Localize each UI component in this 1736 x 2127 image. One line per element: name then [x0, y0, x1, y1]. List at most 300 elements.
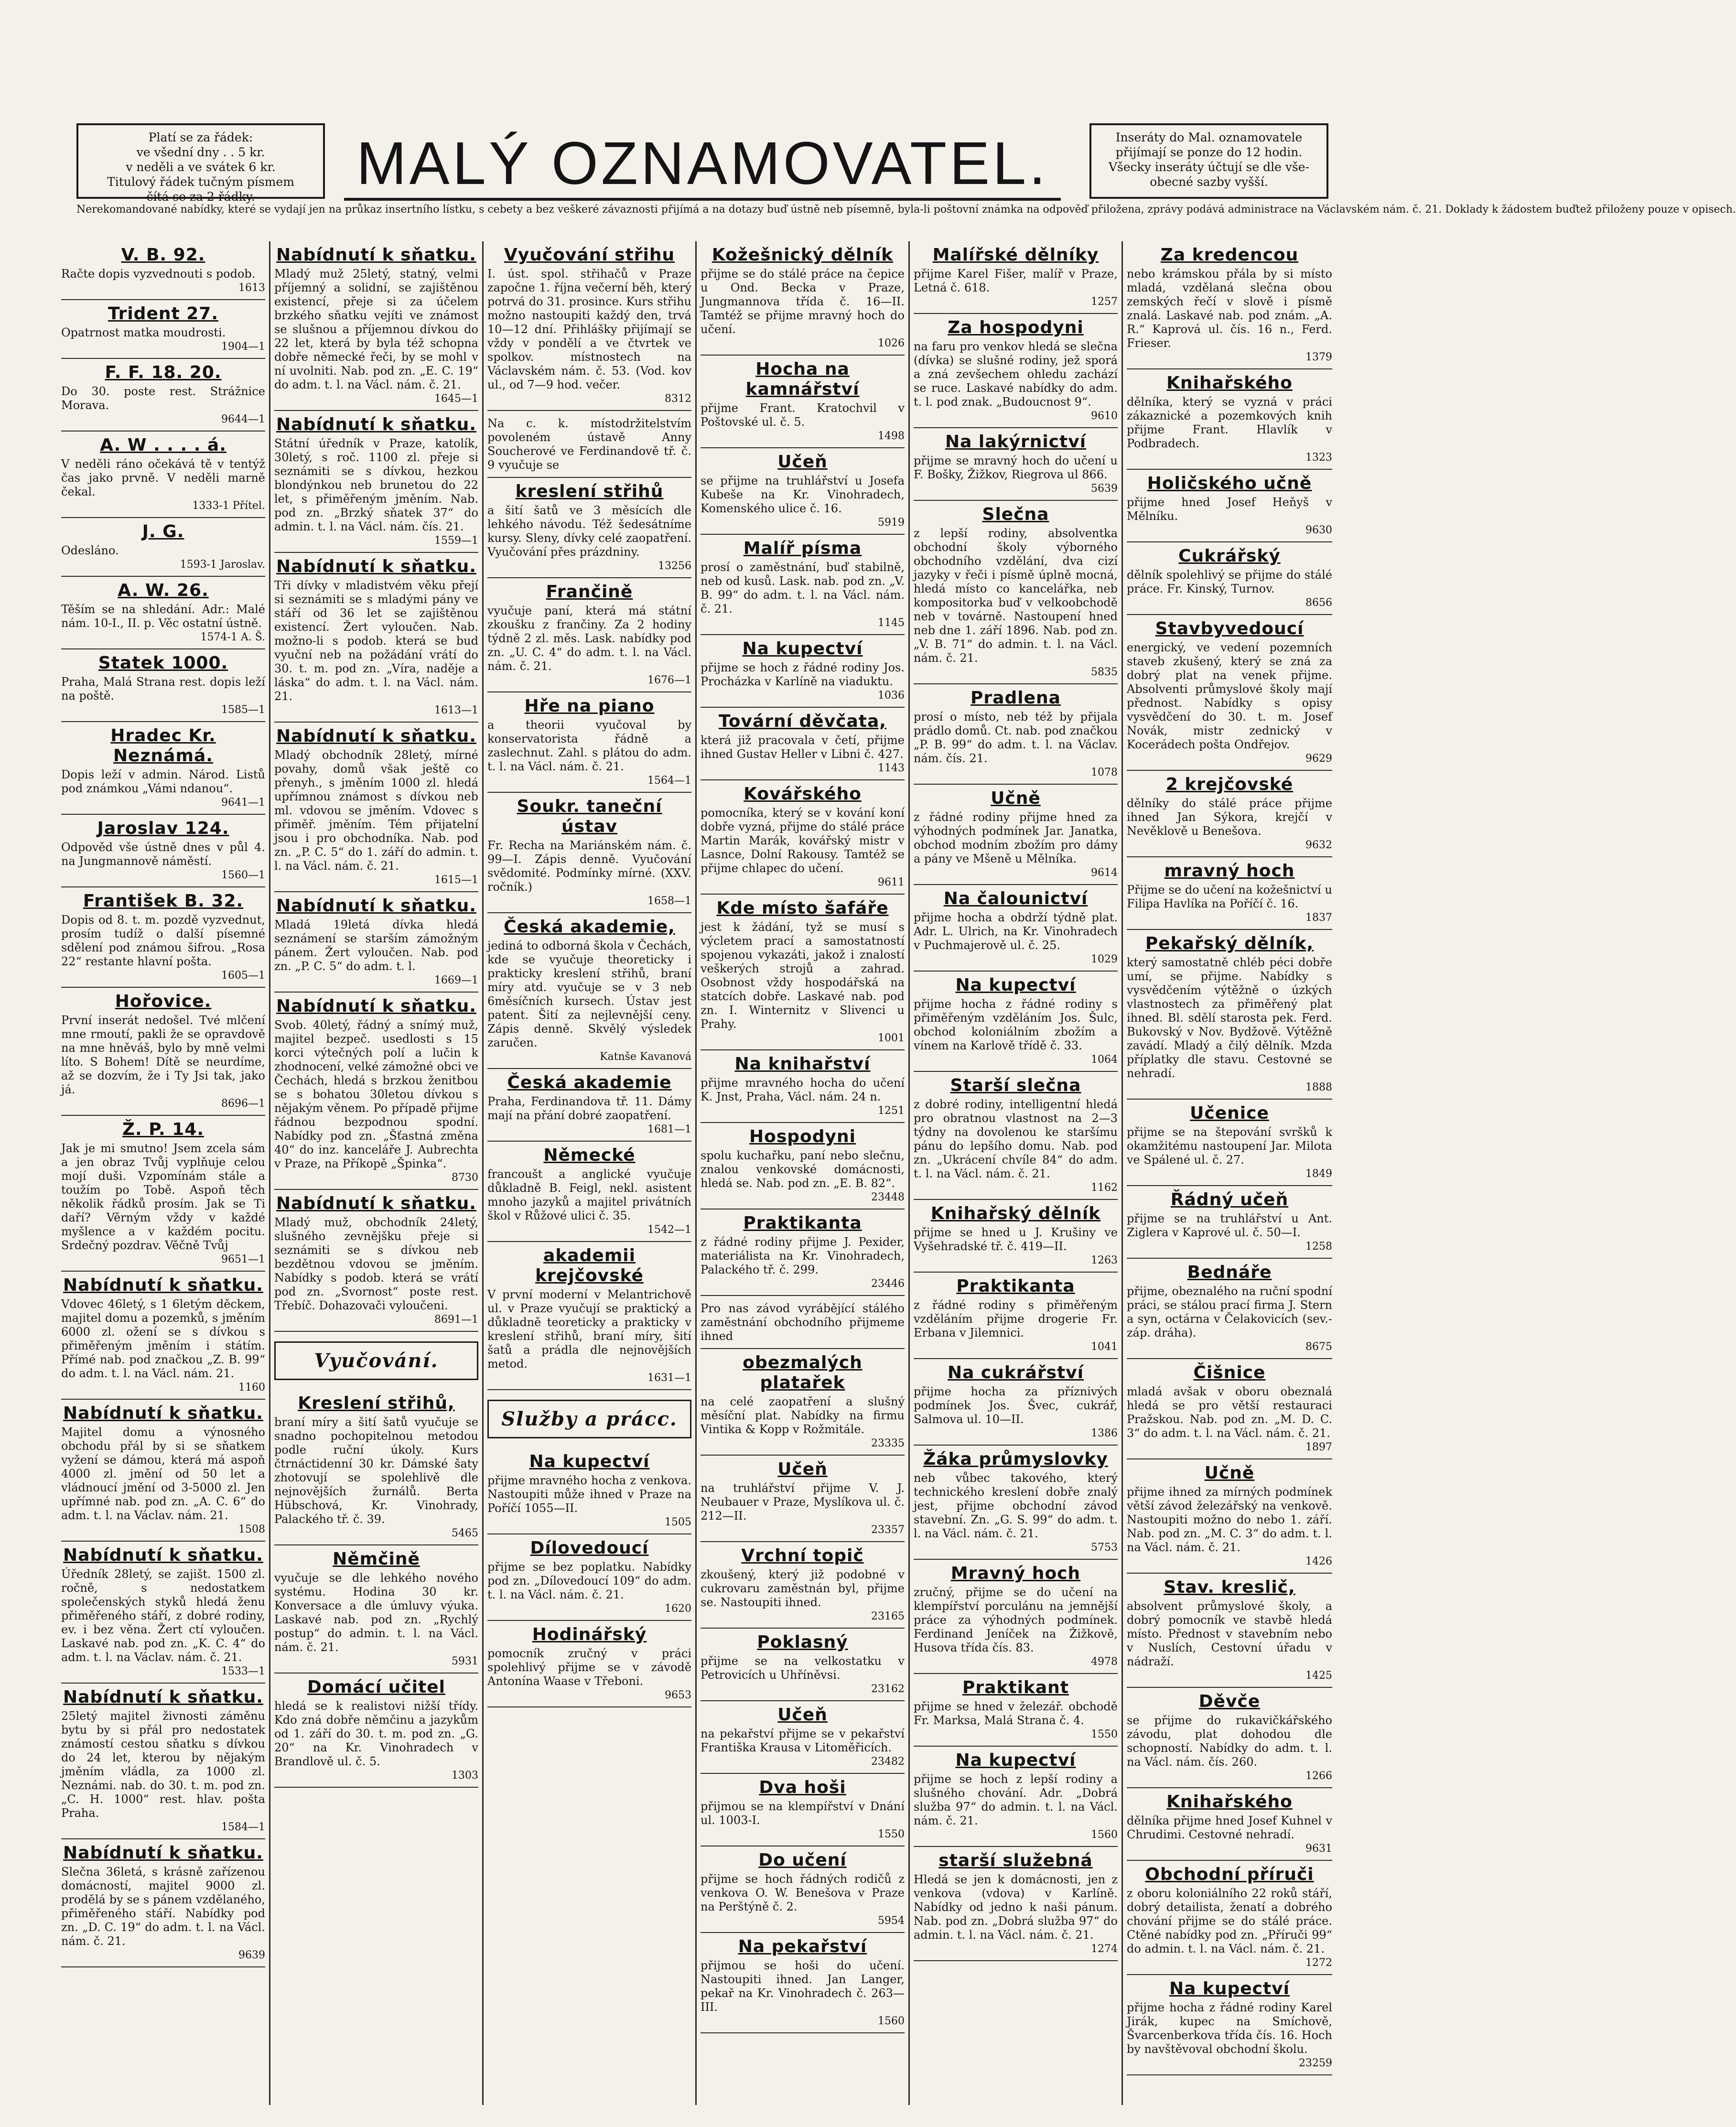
- ad-heading: Cukrářský: [1178, 546, 1281, 566]
- ad-text: z řádné rodiny přijme hned za výhodných podmínek Jar. Janatka, obchod modním zbožím pro dámy a pány ve Mšeně u Mělníka.: [914, 810, 1118, 865]
- classified-ad: [487, 913, 691, 1069]
- ad-code: 1631—1: [647, 1372, 691, 1384]
- section-heading: Služby a prácc.: [487, 1400, 691, 1438]
- ad-heading: Praktikant: [962, 1678, 1069, 1697]
- ad-columns: [57, 241, 1338, 2105]
- classified-ad: [701, 708, 905, 780]
- classified-ad: [487, 1621, 691, 1707]
- ad-text: dělníka přijme hned Josef Kuhnel v Chrudimi. Cestovné nehradí.: [1127, 1814, 1332, 1841]
- ad-code: 9651—1: [221, 1253, 265, 1265]
- ad-text: jest k žádání, tyž se musí s výcletem prací a samostatností spojenou vykazáti, jakož i znalostí veškerých strojů a zahrad. Osobnost vždy hospodářská na statcích dobře. Laskavé nab. pod zn. I. Winternitz v Slivenci u Prahy.: [701, 920, 905, 1031]
- ad-text: neb vůbec takového, který technického kreslení dobře znalý jest, přijme obchodní závod stavební. Zn. „G. S. 99“ do adm. t. l. na Václ. nám. č. 21.: [914, 1471, 1118, 1540]
- ad-code: 9644—1: [221, 413, 265, 425]
- ad-text: Vdovec 46letý, s 1 6letým děckem, majitel domu a pozemků, s jměním 6000 zl. ožení se s dívkou s přiměřeným jměním i státím. Přímé nab. pod značkou „Z. B. 99“ do adm. t. l. na Václ. nám. 21.: [61, 1297, 265, 1380]
- classified-ad: [914, 1847, 1118, 1961]
- classified-ad: [487, 411, 691, 478]
- ad-code: 23259: [1299, 2057, 1332, 2069]
- ad-text: spolu kuchařku, paní nebo slečnu, znalou venkovské domácnosti, hledá se. Nab. pod zn. „E. B. 82“.: [701, 1149, 905, 1190]
- classified-ad: [487, 793, 691, 913]
- classified-ad: [914, 785, 1118, 885]
- classified-ad: [701, 1296, 905, 1349]
- classifieds-header: [76, 123, 1328, 204]
- ad-heading: Za hospodyni: [948, 318, 1084, 337]
- rate-line: Titulový řádek tučným písmem: [107, 175, 294, 189]
- ad-text: Těším se na shledání. Adr.: Malé nám. 10-I., II. p. Věc ostatní ústně.: [61, 603, 265, 630]
- ad-code: 1669—1: [434, 974, 478, 986]
- ad-heading: Stavbyvedoucí: [1155, 619, 1304, 638]
- classified-ad: [487, 1242, 691, 1390]
- ad-text: Hledá se jen k domácnosti, jen z venkova (vdova) v Karlíně. Nabídky od jedno k naši pánum. Nab. pod zn. „Dobrá služba 97“ do admin. t. l. na Václ. nám. č. 21.: [914, 1873, 1118, 1942]
- classified-ad: [274, 892, 478, 993]
- ad-code: 1615—1: [434, 874, 478, 886]
- ad-text: dělníky do stálé práce přijme ihned Jan Sýkora, krejčí v Nevěklově u Benešova.: [1127, 797, 1332, 838]
- ad-code: 8691—1: [434, 1314, 478, 1326]
- classified-ad: [487, 692, 691, 793]
- ad-column: [484, 241, 697, 2105]
- ad-code: 1560: [1091, 1829, 1118, 1841]
- ad-heading: Hradec Kr. Neznámá.: [110, 726, 216, 766]
- ad-heading: Na pekařství: [738, 1937, 867, 1956]
- classified-ad: [487, 478, 691, 578]
- ad-code: 1560: [878, 2015, 905, 2027]
- classified-ad: [914, 1072, 1118, 1200]
- ad-heading: Do učení: [758, 1850, 847, 1870]
- ad-heading: akademii krejčovské: [535, 1246, 644, 1285]
- ad-heading: Malíř písma: [743, 539, 862, 558]
- ad-code: 1605—1: [221, 970, 265, 982]
- classified-ad: [1127, 930, 1332, 1100]
- ad-heading: Obchodní příruči: [1145, 1865, 1314, 1884]
- ad-text: prosí o místo, neb též by přijala prádlo domů. Ct. nab. pod značkou „P. B. 99“ do adm. t. l. na Václav. nám. čís. 21.: [914, 710, 1118, 765]
- ad-code: 1386: [1091, 1427, 1118, 1439]
- ad-text: přijme se hoch řádných rodičů z venkova O. W. Benešova v Praze na Perštýně č. 2.: [701, 1872, 905, 1913]
- ad-heading: Slečna: [982, 505, 1049, 524]
- classified-ad: [701, 635, 905, 708]
- ad-text: Praha, Ferdinandova tř. 11. Dámy mají na přání dobré zaopatření.: [487, 1095, 691, 1122]
- ad-code: 23446: [871, 1278, 905, 1290]
- classified-ad: [487, 1448, 691, 1534]
- ad-code: 1041: [1091, 1341, 1118, 1353]
- classified-ad: [1127, 1574, 1332, 1688]
- ad-code: 1585—1: [221, 704, 265, 716]
- ad-heading: Hocha na kamnářství: [745, 359, 860, 399]
- ad-code: 9639: [238, 1949, 265, 1961]
- submission-rules: Nerekomandované nabídky, které se vydají jen na průkaz insertního lístku, s cebety a bez veškeré závaznosti přijímá a na dotazy buď ústně neb písemně, byla-li poštovní známka na odpověď přiložena, zprávy podává administrace na Václavském nám. č. 21. Doklady k žádostem buďtež přiloženy pouze v opisech.: [76, 204, 1736, 216]
- ad-heading: Ž. P. 14.: [122, 1120, 205, 1139]
- ad-heading: Malířské dělníky: [932, 245, 1099, 265]
- classified-ad: [914, 1359, 1118, 1446]
- ad-code: 4978: [1091, 1656, 1118, 1668]
- ad-heading: Kovářského: [744, 784, 862, 804]
- classified-ad: [914, 501, 1118, 684]
- ad-heading: Nabídnutí k sňatku.: [63, 1404, 263, 1423]
- ad-text: z řádné rodiny přijme J. Pexider, materiálista na Kr. Vinohradech, Palackého tř. č. 299.: [701, 1235, 905, 1276]
- ad-text: 25letý majitel živnosti záměnu bytu by si přál pro nedostatek známostí cestou sňatku s dívkou do 24 let, kterou by nějakým jměním vládla, za 1000 zl. Neznámi. nab. do 30. t. m. pod zn. „C. H. 1000“ rest. hlav. pošta Praha.: [61, 1709, 265, 1820]
- ad-text: který samostatně chléb péci dobře umí, se přijme. Nabídky s vysvědčením výtěžně o úzkých vlastnostech za přiměřený plat ihned. Bl. sdělí starosta pek. Ferd. Bukovský v Nov. Bydžově. Výtěžně zavádí. Mladý a čilý dělník. Mzda příplatky dle stavu. Cestovné se nehradí.: [1127, 956, 1332, 1080]
- ad-heading: Hodinářský: [532, 1625, 647, 1644]
- ad-heading: Učeň: [777, 452, 828, 472]
- classified-ad: [914, 684, 1118, 785]
- ad-text: přijme se na štepování svršků k okamžitému nastoupení Jar. Milota ve Spálené ul. č. 27.: [1127, 1125, 1332, 1166]
- ad-heading: Vrchní topič: [741, 1546, 864, 1566]
- classified-ad: [1127, 542, 1332, 615]
- section-heading: Vyučování.: [274, 1341, 478, 1380]
- classified-ad: [61, 1116, 265, 1272]
- ad-text: přijme se na velkostatku v Petrovicích u Uhříněvsi.: [701, 1654, 905, 1682]
- ad-text: Dopis leží v admin. Národ. Listů pod známkou „Vámi ndanou“.: [61, 768, 265, 795]
- ad-text: francoušt a anglické vyučuje důkladně B. Feigl, nekl. asistent mnoho jazyků a majitel privátních škol v Růžové ulici č. 35.: [487, 1167, 691, 1222]
- ad-heading: Kožešnický dělník: [712, 245, 894, 265]
- ad-text: přijme se bez poplatku. Nabídky pod zn. „Dílovedoucí 109“ do adm. t. l. na Václ. nám. č. 21.: [487, 1560, 691, 1601]
- classified-ad: [61, 1400, 265, 1542]
- classified-ad: [274, 723, 478, 892]
- classified-ad: [701, 356, 905, 448]
- ad-text: Na c. k. místodržitelstvím povoleném ústavě Anny Soucherové ve Ferdinandově tř. č. 9 vyučuje se: [487, 417, 691, 472]
- ad-code: 1542—1: [647, 1224, 691, 1236]
- ad-text: přijme hocha a obdrží týdně plat. Adr. L. Ulrich, na Kr. Vinohradech v Puchmajerově ul. č. 25.: [914, 911, 1118, 952]
- classified-ad: [914, 1446, 1118, 1560]
- ad-heading: A. W. 26.: [118, 581, 209, 600]
- rate-line: Platí se za řádek:: [148, 130, 253, 144]
- ad-code: 5931: [452, 1655, 478, 1667]
- ad-text: energický, ve vedení pozemních staveb zkušený, který se zná za dobrý plat na venek přijme. Absolventi průmyslové školy mají přednost. Nabídky s opisy vysvědčení do 30. t. m. Josef Novák, mistr zednický v Kocerádech pošta Ondřejov.: [1127, 641, 1332, 751]
- ad-code: 1274: [1091, 1943, 1118, 1955]
- classified-ad: [701, 780, 905, 895]
- ad-heading: Nabídnutí k sňatku.: [63, 1545, 263, 1565]
- ad-text: přijme Karel Fišer, malíř v Praze, Letná č. 618.: [914, 267, 1118, 294]
- ad-text: Svob. 40letý, řádný a snímý muž, majitel bezpeč. usedlosti s 15 korci výtečných polí a lučin k zhodnocení, velké zámožné obci ve Čechách, hledá s brzkou ženitbou se s bohatou 30letou dívkou s nějakým věnem. Po případě přijme řádnou bezpodnou spodní. Nabídky pod zn. „Šťastná změna 40“ do inz. kanceláře J. Aubrechta v Praze, na Příkopě „Špinka“.: [274, 1018, 478, 1170]
- ad-code: 9653: [665, 1689, 691, 1701]
- ad-heading: Nabídnutí k sňatku.: [276, 1194, 476, 1213]
- ad-code: 1681—1: [647, 1123, 691, 1135]
- ad-heading: Učně: [1204, 1463, 1255, 1483]
- ad-heading: kreslení střihů: [515, 482, 664, 501]
- ad-text: zručný, přijme se do učení na klempířství porculánu na jemnější práce za výhodných podmínek. Ferdinand Jeníček na Žižkově, Husova třída čís. 83.: [914, 1586, 1118, 1654]
- ad-code: 9610: [1091, 410, 1118, 422]
- classified-ad: [1127, 1975, 1332, 2075]
- classified-ad: [914, 1560, 1118, 1674]
- ad-text: přijme hned Josef Heňyš v Mělníku.: [1127, 496, 1332, 523]
- ad-text: přijme se hoch z lepší rodiny a slušného chování. Adr. „Dobrá služba 97“ do admin. t. l. na Václ. nám. č. 21.: [914, 1772, 1118, 1827]
- ad-text: První inserát nedošel. Tvé mlčení mne rmoutí, pakli že se opravdově na mne hněváš, bylo by mně velmi líto. S Bohem! Dítě se neurdíme, až se dozvím, že i Ty Jsi tak, jako já.: [61, 1014, 265, 1096]
- ad-code: 8696—1: [221, 1098, 265, 1110]
- rate-box: [76, 123, 325, 204]
- classified-ad: [1127, 1186, 1332, 1259]
- ad-heading: Nabídnutí k sňatku.: [63, 1275, 263, 1295]
- ad-heading: František B. 32.: [83, 891, 244, 911]
- ad-code: 1426: [1305, 1555, 1332, 1567]
- ad-code: 1425: [1305, 1670, 1332, 1682]
- ad-column: [1123, 241, 1336, 2105]
- classified-ad: [914, 885, 1118, 972]
- ad-code: 5753: [1091, 1542, 1118, 1554]
- notice-line: přijímají se ponze do 12 hodin.: [1115, 145, 1303, 159]
- ad-code: 23165: [871, 1610, 905, 1622]
- ad-code: 1333-1 Přítel.: [192, 500, 265, 512]
- classified-ad: [61, 649, 265, 722]
- classified-ad: [1127, 1459, 1332, 1574]
- ad-heading: starší služebná: [938, 1851, 1093, 1870]
- ad-heading: Praktikanta: [743, 1213, 862, 1233]
- classified-ad: [487, 1069, 691, 1142]
- classified-ad: [701, 1846, 905, 1933]
- classified-ad: [61, 722, 265, 815]
- ad-heading: Pradlena: [970, 688, 1061, 708]
- ad-code: 1505: [665, 1516, 691, 1528]
- classified-ad: [914, 241, 1118, 314]
- ad-text: Mladá 19letá dívka hledá seznámení se starším zámožným pánem. Žert vyloučen. Nab. pod zn. „P. C. 5“ do adm. t. l.: [274, 918, 478, 973]
- classified-ad: [701, 535, 905, 635]
- ad-code: 23162: [871, 1683, 905, 1695]
- ad-text: přijme ihned za mírných podmínek větší závod železářský na venkově. Nastoupiti možno do nebo 1. září. Nab. pod zn. „M. C. 3“ do adm. t. l. na Václ. nám. č. 21.: [1127, 1485, 1332, 1554]
- ad-code: 1026: [878, 337, 905, 349]
- page-edge-marks: [1439, 0, 1458, 335]
- ad-code: 1560—1: [221, 869, 265, 881]
- ad-text: přijmou se hoši do učení. Nastoupiti ihned. Jan Langer, pekař na Kr. Vinohradech č. 263—III.: [701, 1959, 905, 2014]
- ad-text: Jak je mi smutno! Jsem zcela sám a jen obraz Tvůj vyplňuje celou mojí duši. Vzpomínám stále a toužím po Tobě. Aspoň těch několik řádků prosím. Jak se Ti daří? Věrným vždy v každé myšlence a v každém pocitu. Srdečný pozdrav. Věčně Tvůj: [61, 1142, 265, 1252]
- ad-heading: Učně: [991, 788, 1041, 808]
- classified-ad: [701, 1701, 905, 1774]
- ad-text: vyučuje se dle lehkého nového systému. Hodina 30 kr. Konversace a dle úmluvy výuka. Laskavé nab. pod zn. „Rychlý postup“ do admin. t. l. na Václ. nám. č. 21.: [274, 1571, 478, 1654]
- ad-heading: Hospodyni: [749, 1127, 856, 1146]
- ad-text: Úředník 28letý, se zajišt. 1500 zl. ročně, s nedostatkem společenských styků hledá ženu přiměřeného stáří, z dobré rodiny, ev. i bez věna. Žert ctí vyloučen. Laskavé nab. pod zn. „K. C. 4“ do adm. t. l. na Václav. nám. č. 21.: [61, 1567, 265, 1664]
- ad-heading: Čišnice: [1193, 1363, 1266, 1382]
- ad-heading: Holičského učně: [1147, 474, 1312, 493]
- classified-ad: [61, 518, 265, 577]
- ad-heading: mravný hoch: [1164, 861, 1295, 881]
- ad-code: 1036: [878, 690, 905, 702]
- ad-code: 5954: [878, 1915, 905, 1927]
- ad-code: 9631: [1305, 1843, 1332, 1855]
- ad-heading: Jaroslav 124.: [97, 819, 229, 838]
- ad-code: 5835: [1091, 666, 1118, 678]
- ad-heading: Děvče: [1198, 1692, 1261, 1711]
- ad-text: dělník spolehlivý se přijme do stálé práce. Fr. Kinský, Turnov.: [1127, 568, 1332, 595]
- ad-text: na celé zaopatření a slušný měsíční plat. Nabídky na firmu Vintika & Kopp v Rožmitále.: [701, 1395, 905, 1436]
- ad-code: 1064: [1091, 1054, 1118, 1066]
- ad-code: 1897: [1305, 1441, 1332, 1453]
- classified-ad: [1127, 241, 1332, 369]
- ad-code: 1584—1: [221, 1821, 265, 1833]
- ad-code: 5465: [452, 1527, 478, 1539]
- ad-code: 1078: [1091, 767, 1118, 778]
- classified-ad: [914, 1200, 1118, 1273]
- ad-code: 1266: [1305, 1770, 1332, 1782]
- ad-heading: Němčině: [333, 1549, 420, 1569]
- ad-heading: Na cukrářství: [947, 1363, 1084, 1382]
- ad-text: Mladý obchodník 28letý, mírné povahy, domů však ještě co přenyh., s jměním 1000 zl. hledá upřímnou známost s dívkou neb ml. vdovou se jměním. Vdovec s přiměř. jměním. Tém přijatelní jsou i pro obchodníka. Nab. pod zn. „P. C. 5“ do 1. září do admin. t. l. na Václ. nám. č. 21.: [274, 748, 478, 873]
- ad-text: prosí o zaměstnání, buď stabilně, neb od kusů. Lask. nab. pod zn. „V. B. 99“ do adm. t. l. na Václ. nám. č. 21.: [701, 561, 905, 615]
- ad-heading: F. F. 18. 20.: [105, 363, 222, 382]
- classified-ad: [274, 553, 478, 723]
- classified-ad: [61, 300, 265, 359]
- classified-ad: [61, 577, 265, 649]
- classified-ad: [61, 988, 265, 1116]
- rate-line: ve všední dny . . 5 kr.: [136, 145, 265, 159]
- ad-code: 1533—1: [221, 1665, 265, 1677]
- classified-ad: [274, 1390, 478, 1545]
- ad-heading: Na kupectví: [529, 1452, 650, 1471]
- classified-ad: [1127, 369, 1332, 470]
- ad-text: Tři dívky v mladistvém věku přejí si seznámiti se s mladými pány ve stáří od 36 let se zajištěnou existencí. Žert vyloučen. Nab. možno-li s podob. která se bud vyuční neb na požádání vrátí do 30. t. m. pod zn. „Víra, naděje a láska“ do adm. t. l. na Václ. nám. 21.: [274, 579, 478, 703]
- ad-text: přijme se do stálé práce na čepice u Ond. Becka v Praze, Jungmannova třída č. 16—II. Tamtéž se přijme mravný hoch do učení.: [701, 267, 905, 336]
- ad-heading: Soukr. taneční ústav: [517, 797, 662, 836]
- ad-code: 8675: [1305, 1341, 1332, 1353]
- classified-ad: [61, 1542, 265, 1684]
- ad-text: V první moderní v Melantrichově ul. v Praze vyučují se praktický a důkladně teoreticky a prakticky v kreslení střihů, braní míry, šití šatů a prádla dle nejnovějších metod.: [487, 1288, 691, 1371]
- ad-code: 8312: [665, 393, 691, 405]
- ad-heading: Na kupectví: [955, 1750, 1076, 1770]
- ad-heading: Kde místo šafáře: [716, 898, 889, 918]
- ad-text: Státní úředník v Praze, katolík, 30letý, s roč. 1100 zl. přeje si seznámiti se s dívkou, hezkou blondýnkou neb brunetou do 22 let, s přiměřeným jměním. Nab. pod zn. „Brzký sňatek 37“ do admin. t. l. na Václ. nám. čís. 21.: [274, 437, 478, 533]
- ad-text: přijme Frant. Kratochvil v Poštovské ul. č. 5.: [701, 401, 905, 429]
- ad-heading: Na čalounictví: [943, 889, 1088, 908]
- ad-code: 1676—1: [647, 674, 691, 686]
- classified-ad: [701, 1774, 905, 1846]
- ad-text: pomocník zručný v práci spolehlivý přijme se v závodě Antonína Waase v Třeboni.: [487, 1647, 691, 1688]
- ad-text: Odesláno.: [61, 544, 119, 557]
- classified-ad: [61, 1272, 265, 1400]
- ad-text: pomocníka, který se v kování koní dobře vyzná, přijme do stálé práce Martin Marák, kovářský mistr v Lasnce, Dolní Rakousy. Tamtéž se přijme chlapec do učení.: [701, 806, 905, 875]
- ad-text: jediná to odborná škola v Čechách, kde se vyučuje theoreticky i prakticky kreslení střihů, braní míry atd. vyučuje se v 3 neb 6měsíčních kursech. Ústav jest patent. Šití za nejlevnější ceny. Zápis denně. Skvělý výsledek zaručen.: [487, 939, 691, 1049]
- ad-text: přijme mravného hocha z venkova. Nastoupiti může ihned v Praze na Poříčí 1055—II.: [487, 1474, 691, 1515]
- ad-text: přijme se mravný hoch do učení u F. Bošky, Žižkov, Riegrova ul 866.: [914, 454, 1118, 481]
- ad-text: která již pracovala v četí, přijme ihned Gustav Heller v Libni č. 427.: [701, 734, 905, 761]
- ad-heading: Učenice: [1190, 1103, 1269, 1123]
- ad-code: 1160: [238, 1382, 265, 1393]
- ad-heading: Knihařského: [1166, 1792, 1293, 1812]
- classified-ad: [61, 887, 265, 988]
- classified-ad: [274, 1545, 478, 1674]
- rate-line: čítá se za 2 řádky.: [146, 190, 255, 204]
- classified-ad: [274, 993, 478, 1190]
- ad-code: 1251: [878, 1105, 905, 1117]
- classified-ad: [914, 972, 1118, 1072]
- classified-ad: [1127, 1861, 1332, 1975]
- ad-column: [270, 241, 484, 2105]
- ad-code: 1550: [878, 1828, 905, 1840]
- classified-ad: [701, 241, 905, 356]
- ad-code: 8730: [452, 1172, 478, 1184]
- classified-ad: [701, 895, 905, 1050]
- classified-ad: [1127, 857, 1332, 930]
- ad-heading: Kreslení střihů,: [298, 1393, 455, 1413]
- ad-code: 1593-1 Jaroslav.: [180, 559, 265, 571]
- ad-code: 1145: [878, 617, 905, 629]
- classified-ad: [61, 432, 265, 518]
- ad-code: 9629: [1305, 753, 1332, 765]
- ad-heading: Učeň: [777, 1459, 828, 1479]
- ad-heading: Dílovedoucí: [530, 1538, 649, 1558]
- ad-heading: Nabídnutí k sňatku.: [276, 557, 476, 576]
- ad-heading: Nabídnutí k sňatku.: [276, 996, 476, 1016]
- ad-code: 1162: [1091, 1182, 1118, 1194]
- ad-text: na pekařství přijme se v pekařství Františka Krausa v Litoměřicích.: [701, 1727, 905, 1754]
- classified-ad: [701, 1349, 905, 1456]
- classified-ad: [61, 1684, 265, 1839]
- ad-heading: Žáka průmyslovky: [923, 1449, 1108, 1469]
- classified-ad: [274, 241, 478, 411]
- ad-text: mladá avšak v oboru obeznalá hledá se pro větší restauraci Pražskou. Nab. pod zn. „M. D. C. 3“ do adm. t. l. na Václ. nám. č. 21.: [1127, 1385, 1332, 1440]
- ad-column: [910, 241, 1123, 2105]
- classified-ad: [701, 1209, 905, 1296]
- notice-line: Inseráty do Mal. oznamovatele: [1115, 130, 1303, 144]
- ad-code: 1257: [1091, 296, 1118, 308]
- ad-code: 1029: [1091, 953, 1118, 965]
- ad-heading: Statek 1000.: [98, 653, 228, 673]
- classified-ad: [61, 1839, 265, 1967]
- ad-text: hledá se k realistovi nižší třídy. Kdo zná dobře němčinu a jazykům od 1. září do 30. t. m. pod zn. „G. 20“ na Kr. Vinohradech v Brandlově ul. č. 5.: [274, 1699, 478, 1768]
- ad-text: se přijme na truhlářství u Josefa Kubeše na Kr. Vinohradech, Komenského ulice č. 16.: [701, 474, 905, 515]
- ad-heading: Stav. kreslič,: [1164, 1577, 1295, 1597]
- ad-code: Katnše Kavanová: [600, 1051, 691, 1063]
- ad-text: absolvent průmyslové školy, a dobrý pomocník ve stavbě hledá místo. Přednost v stavebním nebo v Nuslích, Cestovní úřadu v nádraží.: [1127, 1599, 1332, 1668]
- classified-ad: [914, 314, 1118, 428]
- ad-heading: Nabídnutí k sňatku.: [276, 726, 476, 746]
- ad-code: 23335: [871, 1437, 905, 1449]
- ad-heading: Starší slečna: [950, 1076, 1081, 1095]
- ad-heading: A. W . . . . á.: [100, 435, 226, 455]
- ad-heading: Učeň: [777, 1705, 828, 1725]
- classified-ad: [701, 1456, 905, 1542]
- classified-ad: [487, 578, 691, 692]
- classified-ad: [701, 1933, 905, 2033]
- ad-heading: Bednáře: [1187, 1263, 1272, 1282]
- classified-ad: [487, 241, 691, 411]
- ad-heading: Na kupectví: [955, 975, 1076, 995]
- classified-ad: [1127, 470, 1332, 542]
- ad-code: 23482: [871, 1756, 905, 1768]
- ad-text: braní míry a šití šatů vyučuje se snadno pochopitelnou metodou podle ruční úkoly. Kurs čtrnáctidenní 30 kr. Dámské šaty zhotovují se spolehlivě dle nejnovějších žurnálů. Berta Hübschová, Kr. Vinohrady, Palackého tř. č. 39.: [274, 1415, 478, 1526]
- ad-heading: Nabídnutí k sňatku.: [276, 245, 476, 265]
- ad-heading: Frančině: [546, 582, 633, 602]
- ad-code: 1001: [878, 1032, 905, 1044]
- ad-text: Přijme se do učení na kožešnictví u Filipa Havlíka na Poříčí č. 16.: [1127, 883, 1332, 910]
- ad-text: přijme hocha z řádné rodiny Karel Jirák, kupec na Smíchově, Švarcenberkova třída čís. 16. Hoch by navštěvoval obchodní školu.: [1127, 2001, 1332, 2056]
- ad-code: 8656: [1305, 597, 1332, 609]
- ad-code: 1574-1 A. Š.: [200, 631, 265, 643]
- classified-ad: [1127, 1788, 1332, 1861]
- classified-ad: [701, 448, 905, 535]
- ad-text: Fr. Recha na Mariánském nám. č. 99—I. Zápis denně. Vyučování svědomité. Podmínky mírné. (XXV. ročník.): [487, 839, 691, 894]
- classified-ad: [1127, 615, 1332, 771]
- classified-ad: [61, 815, 265, 887]
- classified-ad: [487, 1534, 691, 1621]
- ad-heading: Trident 27.: [108, 304, 219, 324]
- ad-code: 1323: [1305, 452, 1332, 464]
- ad-text: Račte dopis vyzvednouti s podob.: [61, 267, 256, 281]
- classified-ad: [701, 1629, 905, 1701]
- ad-heading: Nabídnutí k sňatku.: [63, 1687, 263, 1707]
- ad-heading: Praktikanta: [956, 1276, 1075, 1296]
- ad-heading: Dva hoši: [759, 1778, 846, 1797]
- classified-ad: [1127, 1259, 1332, 1359]
- ad-text: z dobré rodiny, intelligentní hledá pro obratnou vlastnost na 2—3 týdny na dovolenou ke staršímu pánu do lepšího domu. Nab. pod zn. „Ukrácení chvíle 84“ do adm. t. l. na Václ. nám. č. 21.: [914, 1098, 1118, 1180]
- classified-ad: [1127, 771, 1332, 857]
- classified-ad: [487, 1142, 691, 1242]
- ad-heading: Česká akademie,: [504, 917, 675, 937]
- classified-ad: [701, 1542, 905, 1629]
- ad-heading: Na kupectví: [742, 639, 863, 659]
- ad-heading: Mravný hoch: [950, 1564, 1081, 1583]
- classified-ad: [274, 1190, 478, 1332]
- classified-ad: [1127, 1359, 1332, 1459]
- ad-code: 1498: [878, 430, 905, 442]
- ad-text: V neděli ráno očekává tě v tentýž čas jako prvně. V neděli marně čekal.: [61, 457, 265, 498]
- ad-text: na truhlářství přijme V. J. Neubauer v Praze, Myslíkova ul. č. 212—II.: [701, 1481, 905, 1522]
- notice-line: Všecky inseráty účtují se dle vše-: [1108, 160, 1310, 174]
- ad-text: přijme se hoch z řádné rodiny Jos. Procházka v Karlíně na viaduktu.: [701, 661, 905, 688]
